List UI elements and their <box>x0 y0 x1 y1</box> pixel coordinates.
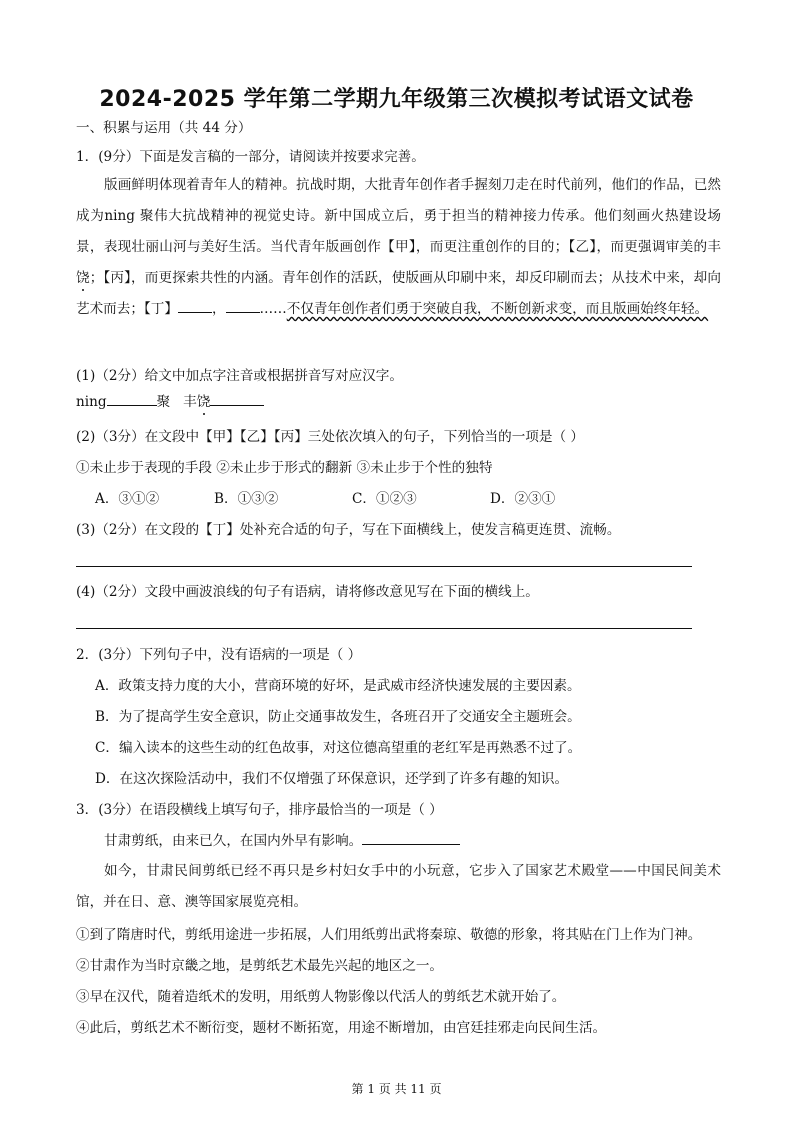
q1-ellipsis: …… <box>259 301 287 317</box>
wavy-sentence: 不仅青年创作者们勇于突破自我，不断创新求变，而且版画始终年轻。 <box>286 301 709 317</box>
q1-passage-part2: ning 聚伟大抗战精神的视觉史诗。新中国成立后，勇于担当的精神接力传承。他们刻画火热建设场景，表现壮丽山河与美好生活。当代青年版画创作【甲】，而更注重创作的目的；【乙】，而更强调审美的丰 <box>76 208 722 255</box>
q3-line1-text: 甘肃剪纸，由来已久，在国内外早有影响。 <box>104 833 363 849</box>
char-rao: 饶 <box>196 394 211 410</box>
answer-line-4[interactable] <box>76 628 692 629</box>
q3-item-1: ①到了隋唐时代，剪纸用途进一步拓展，人们用纸剪出武将秦琼、敬德的形象，将其贴在门上作为门神。 <box>76 927 702 943</box>
q1-sub2: (2)（3分）在文段中【甲】【乙】【丙】三处依次填入的句子，下列恰当的一项是（ ） <box>76 429 584 445</box>
q1-sub3: (3)（2分）在文段的【丁】处补充合适的句子，写在下面横线上，使发言稿更连贯、流畅。 <box>76 522 621 538</box>
q3-line1 <box>104 831 460 851</box>
q2-option-c[interactable]: C．编入读本的这些生动的红色故事，对这位德高望重的老红军是再熟悉不过了。 <box>95 740 582 756</box>
option-a[interactable]: A．③①② <box>95 491 160 507</box>
q2-stem: 2．(3分）下列句子中，没有语病的一项是（ ） <box>76 647 362 663</box>
q3-item-4: ④此后，剪纸艺术不断衍变，题材不断拓宽，用途不断增加，由宫廷挂邪走向民间生活。 <box>76 1020 607 1036</box>
option-b[interactable]: B．①③② <box>214 491 279 507</box>
q3-stem: 3．(3分）在语段横线上填写句子，排序最恰当的一项是（ ） <box>76 802 443 818</box>
q1-sub4: (4)（2分）文段中画波浪线的句子有语病，请将修改意见写在下面的横线上。 <box>76 584 539 600</box>
pinyin-ning: ning <box>76 394 107 410</box>
q1-dotted-char: 饶 <box>76 270 90 286</box>
ding-blank-2[interactable] <box>226 312 260 313</box>
q1-sub1-answers <box>76 392 264 412</box>
page-title: 2024-2025 学年第二学期九年级第三次模拟考试语文试卷 <box>99 87 694 112</box>
q3-item-3: ③早在汉代，随着造纸术的发明，用纸剪人物影像以代活人的剪纸艺术就开始了。 <box>76 989 566 1005</box>
q1-stem: 1．(9分）下面是发言稿的一部分，请阅读并按要求完善。 <box>76 149 425 165</box>
option-d[interactable]: D．②③① <box>490 491 556 507</box>
q1-sub2-items: ①未止步于表现的手段 ②未止步于形式的翻新 ③未止步于个性的独特 <box>76 460 493 476</box>
rao-answer-blank[interactable] <box>210 405 264 406</box>
q1-passage-part1: 版画鲜明体现着青年人的精神。抗战时期，大批青年创作者手握刻刀走在时代前列，他们的作品，已然成为 <box>76 177 721 224</box>
ding-blank-1[interactable] <box>178 312 212 313</box>
q1-sub1: (1)（2分）给文中加点字注音或根据拼音写对应汉字。 <box>76 368 403 384</box>
q1-passage: 版画鲜明体现着青年人的精神。抗战时期，大批青年创作者手握刻刀走在时代前列，他们的作品，已然成为ning 聚伟大抗战精神的视觉史诗。新中国成立后，勇于担当的精神接力传承。他们刻画火热建设场景，表现壮丽山河与美好生活。当代青年版画创作【甲】，而更注重创作的目的；【乙】，而更强调审美的丰饶；【丙】，而更探索共性的内涵。青年创作的活跃，使版画从印刷中来，却反印刷而去；从技术中来，却向艺术而去；【丁】 ， ……不仅青年创作者们勇于突破自我，不断创新求变，而且版画始终年轻。 <box>76 177 722 317</box>
q1-passage-part3: ；【丙】，而更探索共性的内涵。青年创作的活跃，使版画从印刷中来，却反印刷而去；从技术中来，却向艺术而去；【丁】 <box>76 270 722 317</box>
q3-item-2: ②甘肃作为当时京畿之地，是剪纸艺术最先兴起的地区之一。 <box>76 958 444 974</box>
section-heading: 一、积累与运用（共 44 分） <box>76 120 252 136</box>
page-number: 第 1 页 共 11 页 <box>351 1082 442 1096</box>
q2-option-d[interactable]: D．在这次探险活动中，我们不仅增强了环保意识，还学到了许多有趣的知识。 <box>95 771 569 787</box>
option-c[interactable]: C．①②③ <box>352 491 417 507</box>
answer-line-3[interactable] <box>76 566 692 567</box>
q2-option-b[interactable]: B．为了提高学生安全意识，防止交通事故发生，各班召开了交通安全主题班会。 <box>95 709 581 725</box>
q3-answer-blank[interactable] <box>362 844 460 845</box>
char-ju: 聚 <box>156 394 171 410</box>
q3-paragraph: 如今，甘肃民间剪纸已经不再只是乡村妇女手中的小玩意，它步入了国家艺术殿堂——中国民间美术馆，并在日、意、澳等国家展览亮相。 <box>76 863 721 910</box>
char-feng: 丰 <box>183 394 197 410</box>
q2-option-a[interactable]: A．政策支持力度的大小，营商环境的好坏，是武威市经济快速发展的主要因素。 <box>95 678 581 694</box>
ning-answer-blank[interactable] <box>107 405 157 406</box>
